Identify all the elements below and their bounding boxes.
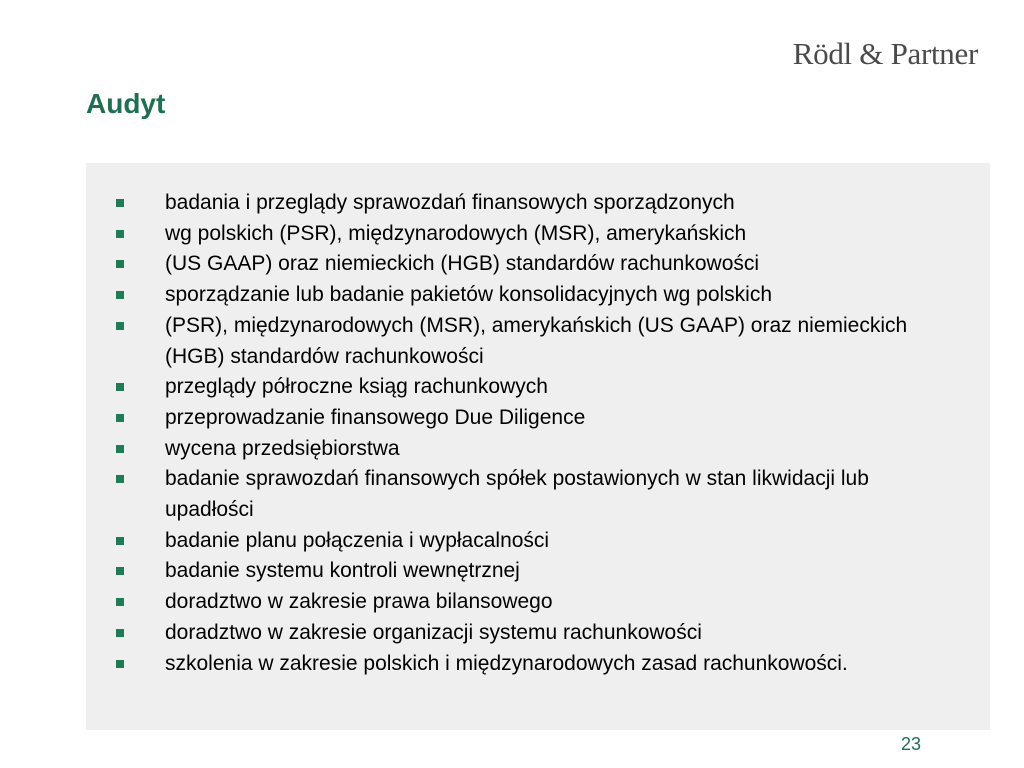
bullet-text: sporządzanie lub badanie pakietów konsolidacyjnych wg polskich	[165, 283, 773, 307]
square-bullet-icon	[116, 414, 124, 422]
slide-title: Audyt	[86, 88, 166, 119]
square-bullet-icon	[116, 322, 124, 330]
square-bullet-icon	[116, 445, 124, 453]
bullet-item	[86, 280, 946, 311]
bullet-text: badanie systemu kontroli wewnętrznej	[165, 559, 520, 583]
bullet-item	[86, 556, 946, 587]
square-bullet-icon	[116, 598, 124, 606]
bullet-list	[86, 188, 946, 679]
bullet-text: wg polskich (PSR), międzynarodowych (MSR), amerykańskich	[165, 221, 747, 245]
content-panel	[86, 163, 990, 730]
bullet-text: (PSR), międzynarodowych (MSR), amerykańskich (US GAAP) oraz niemieckich (HGB) standardów rachunkowości	[165, 313, 908, 368]
bullet-text: wycena przedsiębiorstwa	[165, 436, 400, 460]
square-bullet-icon	[116, 291, 124, 299]
bullet-item	[86, 249, 946, 280]
bullet-text: doradztwo w zakresie organizacji systemu rachunkowości	[165, 620, 702, 644]
bullet-item	[86, 219, 946, 250]
bullet-text: badanie sprawozdań finansowych spółek postawionych w stan likwidacji lub upadłości	[165, 467, 869, 522]
bullet-text: przeglądy półroczne ksiąg rachunkowych	[165, 375, 548, 399]
bullet-text: (US GAAP) oraz niemieckich (HGB) standardów rachunkowości	[165, 252, 760, 276]
company-logo: Rödl & Partner	[792, 36, 978, 71]
square-bullet-icon	[116, 383, 124, 391]
bullet-item	[86, 618, 946, 649]
bullet-item	[86, 311, 946, 372]
bullet-text: szkolenia w zakresie polskich i międzynarodowych zasad rachunkowości.	[165, 651, 848, 675]
square-bullet-icon	[116, 230, 124, 238]
bullet-item	[86, 188, 946, 219]
bullet-text: badania i przeglądy sprawozdań finansowych sporządzonych	[165, 191, 735, 214]
bullet-text: przeprowadzanie finansowego Due Diligence	[165, 405, 586, 429]
bullet-item	[86, 372, 946, 403]
bullet-item	[86, 403, 946, 434]
square-bullet-icon	[116, 475, 124, 483]
bullet-item	[86, 526, 946, 557]
square-bullet-icon	[116, 260, 124, 268]
bullet-text: doradztwo w zakresie prawa bilansowego	[165, 590, 553, 614]
page-number: 23	[901, 734, 922, 754]
bullet-item	[86, 434, 946, 465]
bullet-text: badanie planu połączenia i wypłacalności	[165, 528, 550, 552]
square-bullet-icon	[116, 629, 124, 637]
square-bullet-icon	[116, 567, 124, 575]
square-bullet-icon	[116, 660, 124, 668]
bullet-item	[86, 464, 946, 525]
square-bullet-icon	[116, 199, 124, 207]
bullet-item	[86, 587, 946, 618]
square-bullet-icon	[116, 537, 124, 545]
bullet-item	[86, 649, 946, 680]
